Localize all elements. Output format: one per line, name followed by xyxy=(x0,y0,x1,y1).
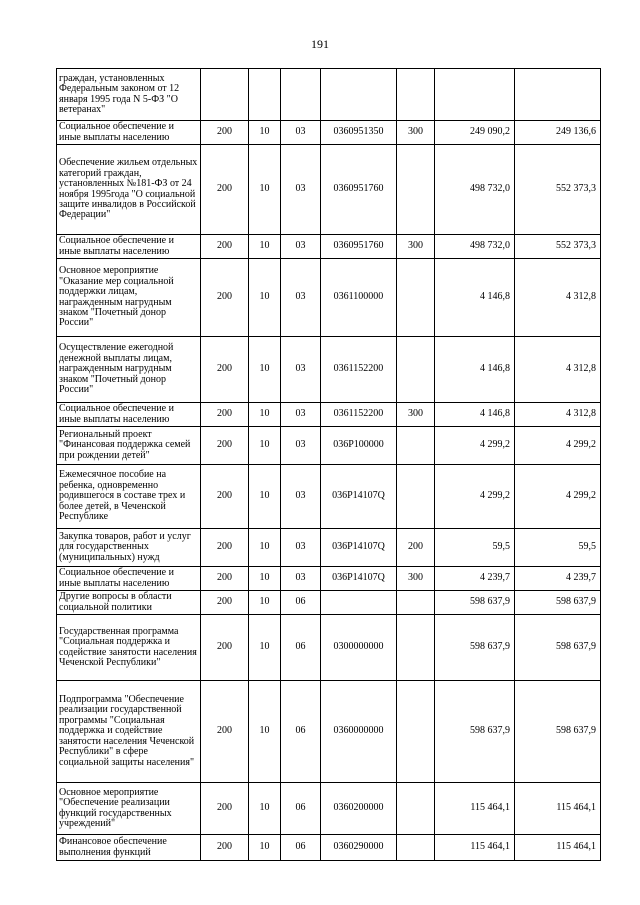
cell-expense-type xyxy=(397,69,435,121)
table-row xyxy=(57,567,601,591)
cell-section: 10 xyxy=(249,427,281,465)
cell-amount-2: 552 373,3 xyxy=(515,235,601,259)
cell-section: 10 xyxy=(249,121,281,145)
cell-amount-2: 4 239,7 xyxy=(515,567,601,591)
cell-section: 10 xyxy=(249,681,281,783)
table-row xyxy=(57,403,601,427)
cell-target-article: 0361100000 xyxy=(321,259,397,337)
cell-code xyxy=(201,69,249,121)
cell-amount-2: 115 464,1 xyxy=(515,783,601,835)
cell-amount-1: 598 637,9 xyxy=(435,681,515,783)
cell-section: 10 xyxy=(249,145,281,235)
cell-target-article xyxy=(321,591,397,615)
cell-amount-2: 249 136,6 xyxy=(515,121,601,145)
cell-subsection: 03 xyxy=(281,427,321,465)
cell-expense-type xyxy=(397,337,435,403)
cell-section: 10 xyxy=(249,591,281,615)
cell-code: 200 xyxy=(201,465,249,529)
cell-amount-2: 59,5 xyxy=(515,529,601,567)
cell-amount-1: 249 090,2 xyxy=(435,121,515,145)
cell-expense-type xyxy=(397,591,435,615)
table-row xyxy=(57,235,601,259)
cell-amount-1: 4 146,8 xyxy=(435,337,515,403)
table-row xyxy=(57,259,601,337)
table-row xyxy=(57,465,601,529)
cell-section: 10 xyxy=(249,615,281,681)
cell-subsection: 03 xyxy=(281,337,321,403)
cell-expense-type xyxy=(397,681,435,783)
cell-expense-type: 300 xyxy=(397,567,435,591)
table-row xyxy=(57,615,601,681)
cell-section: 10 xyxy=(249,783,281,835)
cell-name: Социальное обеспечение и иные выплаты населению xyxy=(57,235,201,259)
cell-amount-2: 4 299,2 xyxy=(515,465,601,529)
table-row xyxy=(57,427,601,465)
cell-subsection: 03 xyxy=(281,403,321,427)
cell-name: Ежемесячное пособие на ребенка, одновременно родившегося в составе трех и более детей, в Чеченской Республике xyxy=(57,465,201,529)
cell-expense-type xyxy=(397,427,435,465)
cell-code: 200 xyxy=(201,835,249,861)
cell-subsection: 03 xyxy=(281,145,321,235)
cell-name: Государственная программа "Социальная поддержка и содействие занятости населения Чеченской Республики" xyxy=(57,615,201,681)
cell-name: Подпрограмма "Обеспечение реализации государственной программы "Социальная поддержка и содействие занятости населения Чеченской Республики" в сфере социальной защиты населения" xyxy=(57,681,201,783)
cell-amount-1: 498 732,0 xyxy=(435,235,515,259)
cell-subsection: 03 xyxy=(281,465,321,529)
cell-amount-1: 115 464,1 xyxy=(435,783,515,835)
cell-section: 10 xyxy=(249,529,281,567)
cell-amount-1: 59,5 xyxy=(435,529,515,567)
cell-code: 200 xyxy=(201,591,249,615)
table-row xyxy=(57,529,601,567)
table-row xyxy=(57,121,601,145)
cell-name: Другие вопросы в области социальной политики xyxy=(57,591,201,615)
cell-expense-type: 300 xyxy=(397,235,435,259)
cell-section: 10 xyxy=(249,235,281,259)
cell-name: Социальное обеспечение и иные выплаты населению xyxy=(57,403,201,427)
cell-code: 200 xyxy=(201,681,249,783)
cell-section: 10 xyxy=(249,337,281,403)
cell-amount-2: 4 312,8 xyxy=(515,403,601,427)
cell-subsection: 06 xyxy=(281,681,321,783)
cell-subsection: 03 xyxy=(281,235,321,259)
table-row xyxy=(57,69,601,121)
cell-amount-1: 598 637,9 xyxy=(435,615,515,681)
cell-expense-type: 200 xyxy=(397,529,435,567)
cell-target-article: 036P14107Q xyxy=(321,465,397,529)
cell-name: Осуществление ежегодной денежной выплаты лицам, награжденным нагрудным знаком "Почетный донор России" xyxy=(57,337,201,403)
cell-target-article: 0300000000 xyxy=(321,615,397,681)
cell-subsection: 03 xyxy=(281,259,321,337)
cell-subsection: 06 xyxy=(281,615,321,681)
cell-code: 200 xyxy=(201,615,249,681)
cell-name: граждан, установленных Федеральным законом от 12 января 1995 года N 5-ФЗ "О ветеранах" xyxy=(57,69,201,121)
cell-amount-1 xyxy=(435,69,515,121)
cell-name: Региональный проект "Финансовая поддержка семей при рождении детей" xyxy=(57,427,201,465)
cell-amount-1: 4 299,2 xyxy=(435,427,515,465)
cell-code: 200 xyxy=(201,403,249,427)
cell-amount-1: 4 239,7 xyxy=(435,567,515,591)
cell-amount-1: 4 146,8 xyxy=(435,403,515,427)
cell-code: 200 xyxy=(201,567,249,591)
cell-name: Социальное обеспечение и иные выплаты населению xyxy=(57,567,201,591)
cell-target-article: 036P100000 xyxy=(321,427,397,465)
cell-amount-1: 598 637,9 xyxy=(435,591,515,615)
cell-name: Основное мероприятие "Оказание мер социальной поддержки лицам, награжденным нагрудным знаком "Почетный донор России" xyxy=(57,259,201,337)
cell-subsection: 03 xyxy=(281,567,321,591)
cell-section: 10 xyxy=(249,835,281,861)
cell-target-article: 0360951760 xyxy=(321,145,397,235)
budget-table xyxy=(56,68,601,861)
table-row xyxy=(57,337,601,403)
cell-amount-1: 115 464,1 xyxy=(435,835,515,861)
table-row xyxy=(57,681,601,783)
cell-amount-2: 4 299,2 xyxy=(515,427,601,465)
cell-subsection: 03 xyxy=(281,529,321,567)
cell-expense-type: 300 xyxy=(397,121,435,145)
cell-expense-type xyxy=(397,835,435,861)
cell-target-article: 0360000000 xyxy=(321,681,397,783)
cell-code: 200 xyxy=(201,259,249,337)
cell-name: Обеспечение жильем отдельных категорий граждан, установленных №181-ФЗ от 24 ноября 1995года "О социальной защите инвалидов в Российской Федерации" xyxy=(57,145,201,235)
cell-amount-2 xyxy=(515,69,601,121)
cell-subsection: 03 xyxy=(281,121,321,145)
cell-expense-type: 300 xyxy=(397,403,435,427)
cell-expense-type xyxy=(397,783,435,835)
cell-target-article: 0361152200 xyxy=(321,337,397,403)
cell-code: 200 xyxy=(201,337,249,403)
cell-amount-2: 598 637,9 xyxy=(515,681,601,783)
cell-code: 200 xyxy=(201,235,249,259)
cell-code: 200 xyxy=(201,427,249,465)
cell-amount-2: 598 637,9 xyxy=(515,591,601,615)
cell-amount-2: 552 373,3 xyxy=(515,145,601,235)
page-number: 191 xyxy=(311,37,329,51)
table-row xyxy=(57,783,601,835)
cell-code: 200 xyxy=(201,529,249,567)
cell-amount-2: 115 464,1 xyxy=(515,835,601,861)
cell-expense-type xyxy=(397,615,435,681)
cell-target-article: 036P14107Q xyxy=(321,529,397,567)
table-row xyxy=(57,835,601,861)
cell-amount-2: 4 312,8 xyxy=(515,337,601,403)
cell-code: 200 xyxy=(201,783,249,835)
cell-subsection: 06 xyxy=(281,783,321,835)
cell-amount-1: 4 146,8 xyxy=(435,259,515,337)
cell-subsection: 06 xyxy=(281,835,321,861)
cell-amount-2: 4 312,8 xyxy=(515,259,601,337)
cell-name: Финансовое обеспечение выполнения функций xyxy=(57,835,201,861)
table-row xyxy=(57,591,601,615)
cell-section: 10 xyxy=(249,259,281,337)
cell-code: 200 xyxy=(201,145,249,235)
cell-code: 200 xyxy=(201,121,249,145)
cell-section: 10 xyxy=(249,465,281,529)
cell-target-article: 0360951350 xyxy=(321,121,397,145)
cell-target-article: 0361152200 xyxy=(321,403,397,427)
cell-subsection: 06 xyxy=(281,591,321,615)
cell-target-article: 0360951760 xyxy=(321,235,397,259)
cell-target-article: 0360290000 xyxy=(321,835,397,861)
table-row xyxy=(57,145,601,235)
cell-name: Основное мероприятие "Обеспечение реализации функций государственных учреждений" xyxy=(57,783,201,835)
cell-amount-2: 598 637,9 xyxy=(515,615,601,681)
cell-expense-type xyxy=(397,145,435,235)
table-body xyxy=(57,69,601,861)
cell-target-article: 036P14107Q xyxy=(321,567,397,591)
cell-target-article: 0360200000 xyxy=(321,783,397,835)
cell-section: 10 xyxy=(249,403,281,427)
cell-expense-type xyxy=(397,465,435,529)
cell-name: Социальное обеспечение и иные выплаты населению xyxy=(57,121,201,145)
cell-name: Закупка товаров, работ и услуг для государственных (муниципальных) нужд xyxy=(57,529,201,567)
cell-section: 10 xyxy=(249,567,281,591)
cell-section xyxy=(249,69,281,121)
cell-target-article xyxy=(321,69,397,121)
cell-expense-type xyxy=(397,259,435,337)
cell-amount-1: 498 732,0 xyxy=(435,145,515,235)
cell-amount-1: 4 299,2 xyxy=(435,465,515,529)
cell-subsection xyxy=(281,69,321,121)
